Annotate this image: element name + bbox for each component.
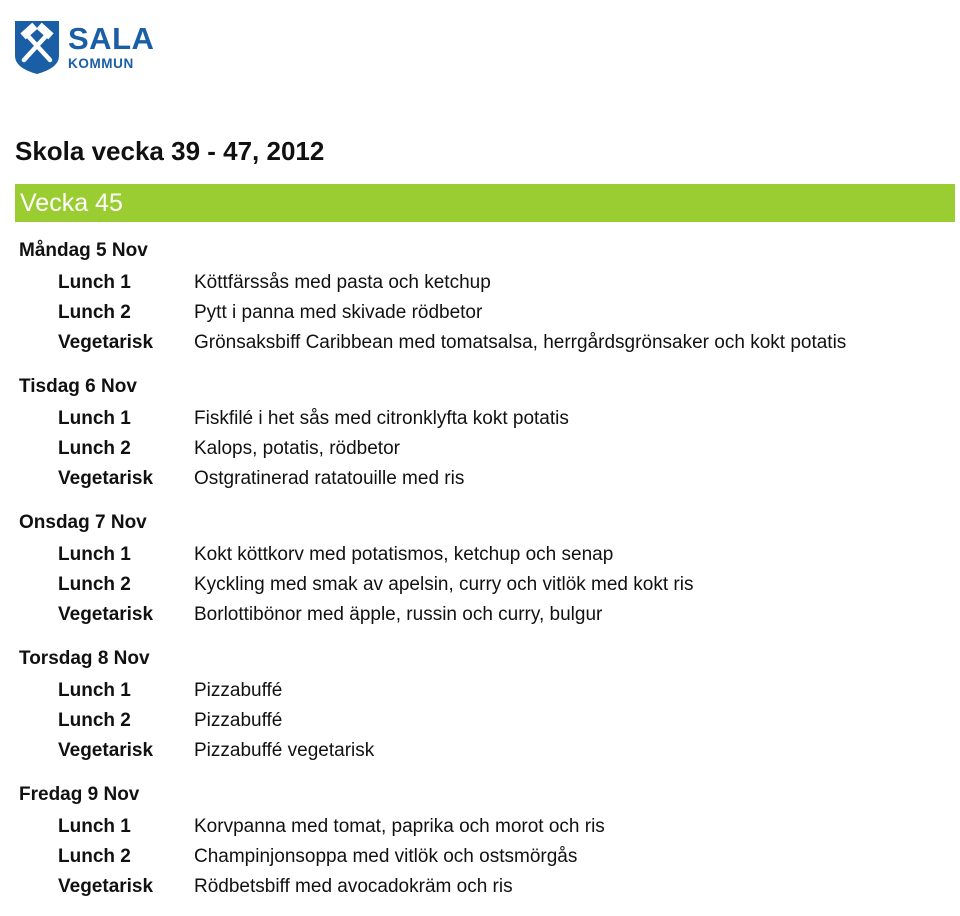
day-thursday xyxy=(0,644,960,780)
dish-text: Rödbetsbiff med avocadokräm och ris xyxy=(194,876,513,897)
meal-row xyxy=(0,328,960,358)
meal-type: Lunch 2 xyxy=(58,574,131,595)
dish-text: Grönsaksbiff Caribbean med tomatsalsa, herrgårdsgrönsaker och kokt potatis xyxy=(194,332,847,353)
day-name: Onsdag 7 Nov xyxy=(19,512,147,533)
meal-type: Lunch 1 xyxy=(58,680,131,701)
meal-type: Lunch 1 xyxy=(58,272,131,293)
logo-sub: KOMMUN xyxy=(68,56,134,72)
meal-row xyxy=(0,268,960,298)
day-name: Måndag 5 Nov xyxy=(19,240,148,261)
logo-wordmark xyxy=(68,23,154,71)
dish-text: Ostgratinerad ratatouille med ris xyxy=(194,468,465,489)
weekly-menu xyxy=(0,236,960,916)
meal-type: Lunch 1 xyxy=(58,816,131,837)
day-wednesday xyxy=(0,508,960,644)
dish-text: Korvpanna med tomat, paprika och morot och ris xyxy=(194,816,605,837)
meal-row xyxy=(0,600,960,630)
meal-row xyxy=(0,842,960,872)
meal-type: Lunch 1 xyxy=(58,544,131,565)
meal-row xyxy=(0,570,960,600)
meal-row xyxy=(0,298,960,328)
day-friday xyxy=(0,780,960,916)
meal-type: Lunch 2 xyxy=(58,438,131,459)
meal-row xyxy=(0,676,960,706)
sala-kommun-logo xyxy=(12,18,154,76)
meal-row xyxy=(0,434,960,464)
day-name: Torsdag 8 Nov xyxy=(19,648,150,669)
meal-row xyxy=(0,404,960,434)
dish-text: Pizzabuffé vegetarisk xyxy=(194,740,375,761)
week-header xyxy=(15,184,955,222)
meal-type: Vegetarisk xyxy=(58,876,154,897)
meal-row xyxy=(0,812,960,842)
meal-row xyxy=(0,540,960,570)
day-name: Fredag 9 Nov xyxy=(19,784,140,805)
day-monday xyxy=(0,236,960,372)
day-name: Tisdag 6 Nov xyxy=(19,376,137,397)
meal-row xyxy=(0,464,960,494)
meal-type: Vegetarisk xyxy=(58,604,154,625)
logo-name: SALA xyxy=(68,21,155,57)
dish-text: Borlottibönor med äpple, russin och curry, bulgur xyxy=(194,604,603,625)
meal-type: Vegetarisk xyxy=(58,468,154,489)
meal-type: Lunch 1 xyxy=(58,408,131,429)
dish-text: Pizzabuffé xyxy=(194,710,283,731)
week-label: Vecka 45 xyxy=(20,189,123,217)
dish-text: Kokt köttkorv med potatismos, ketchup och senap xyxy=(194,544,614,565)
dish-text: Pytt i panna med skivade rödbetor xyxy=(194,302,483,323)
dish-text: Köttfärssås med pasta och ketchup xyxy=(194,272,491,293)
meal-type: Vegetarisk xyxy=(58,332,154,353)
page-title: Skola vecka 39 - 47, 2012 xyxy=(15,136,325,166)
day-tuesday xyxy=(0,372,960,508)
meal-row xyxy=(0,706,960,736)
dish-text: Champinjonsoppa med vitlök och ostsmörgås xyxy=(194,846,578,867)
meal-row xyxy=(0,872,960,902)
meal-type: Lunch 2 xyxy=(58,846,131,867)
dish-text: Fiskfilé i het sås med citronklyfta kokt potatis xyxy=(194,408,569,429)
dish-text: Pizzabuffé xyxy=(194,680,283,701)
meal-type: Lunch 2 xyxy=(58,302,131,323)
dish-text: Kalops, potatis, rödbetor xyxy=(194,438,400,459)
meal-type: Lunch 2 xyxy=(58,710,131,731)
crossed-hammers-logo-icon xyxy=(12,18,62,76)
meal-type: Vegetarisk xyxy=(58,740,154,761)
meal-row xyxy=(0,736,960,766)
dish-text: Kyckling med smak av apelsin, curry och vitlök med kokt ris xyxy=(194,574,694,595)
